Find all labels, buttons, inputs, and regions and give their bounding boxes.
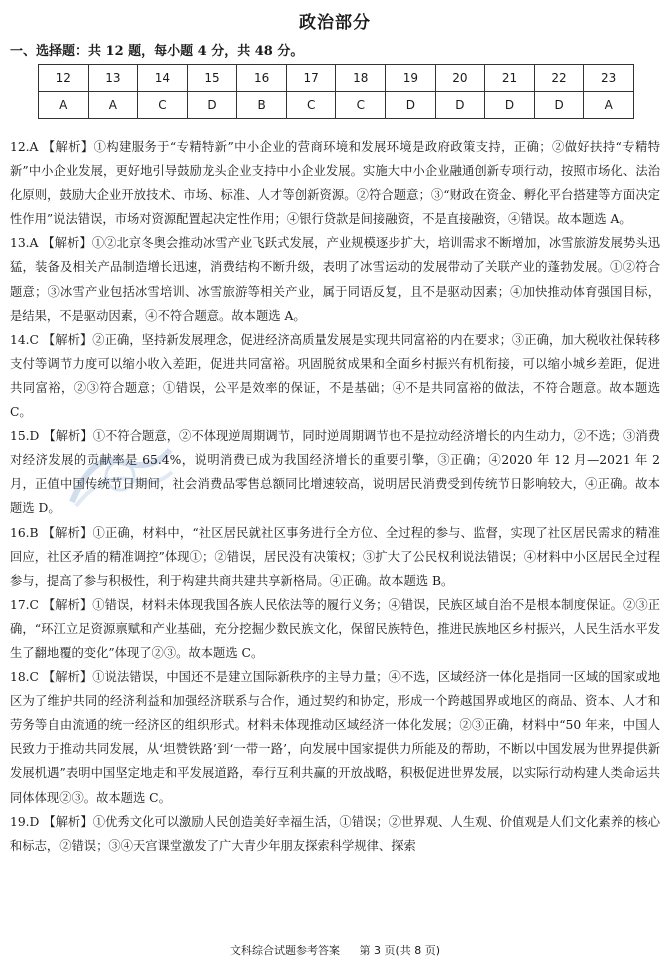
answer-cell: A — [88, 92, 138, 119]
question-number-cell: 14 — [138, 65, 188, 92]
footer-doc-title: 文科综合试题参考答案 — [229, 944, 340, 957]
question-17: 17.C 【解析】①错误，材料未体现我国各族人民依法等的履行义务；④错误，民族区域自治不是根本制度保证。②③正确，“环江立足资源禀赋和产业基础，充分挖掘少数民族文化，保留民族特色，推进民族地区乡村振兴，人民生活水平发生了翻地覆的变化”体现了②③。故本题选 C。 — [10, 597, 660, 660]
answer-cell: B — [237, 92, 287, 119]
answer-cell: D — [534, 92, 584, 119]
question-number-cell: 16 — [237, 65, 287, 92]
page-title: 政治部分 — [299, 13, 371, 33]
question-number-cell: 17 — [286, 65, 336, 92]
question-number-cell: 20 — [435, 65, 485, 92]
answer-cell: D — [485, 92, 535, 119]
answer-cell: C — [336, 92, 386, 119]
question-number-cell: 22 — [534, 65, 584, 92]
page-footer — [0, 942, 670, 958]
question-number-cell: 19 — [386, 65, 436, 92]
answer-table — [38, 64, 634, 119]
question-number-cell: 13 — [88, 65, 138, 92]
section-heading: 一、选择题：共 12 题，每小题 4 分，共 48 分。 — [10, 44, 304, 59]
question-16: 16.B 【解析】①正确，材料中，“社区居民就社区事务进行全方位、全过程的参与、监督，实现了社区居民需求的精准回应，社区矛盾的精准调控”体现①；②错误，居民没有决策权；③扩大了公民权利说法错误；④材料中小区居民全过程参与，提高了参与积极性，利于构建共商共建共享新格局。④正确。故本题选 B。 — [10, 525, 660, 588]
answer-number-row — [39, 65, 634, 92]
question-13: 13.A 【解析】①②北京冬奥会推动冰雪产业飞跃式发展，产业规模逐步扩大，培训需求不断增加，冰雪旅游发展势头迅猛，装备及相关产品制造增长迅速，消费结构不断升级，表明了冰雪运动的发展带动了关联产业的蓬勃发展。①②符合题意；③冰雪产业包括冰雪培训、冰雪旅游等相关产业，属于同语反复，且不是驱动因素；④加快推动体育强国目标，是结果，不是驱动因素，④不符合题意。故本题选 A。 — [10, 236, 660, 323]
answer-cell: A — [39, 92, 89, 119]
answer-cell: C — [138, 92, 188, 119]
footer-page-number: 第 3 页(共 8 页) — [359, 944, 441, 957]
question-number-cell: 15 — [187, 65, 237, 92]
answer-cell: D — [187, 92, 237, 119]
question-19: 19.D 【解析】①优秀文化可以激励人民创造美好幸福生活，①错误；②世界观、人生观、价值观是人们文化素养的核心和标志，②错误；③④天宫课堂激发了广大青少年朋友探索科学规律、探索 — [10, 814, 660, 853]
answer-cell: D — [386, 92, 436, 119]
answer-cell: D — [435, 92, 485, 119]
question-number-cell: 18 — [336, 65, 386, 92]
question-list — [10, 135, 660, 858]
answer-letter-row — [39, 92, 634, 119]
answer-cell: A — [584, 92, 634, 119]
question-12: 12.A 【解析】①构建服务于“专精特新”中小企业的营商环境和发展环境是政府政策支持，正确；②做好扶持“专精特新”中小企业发展，更好地引导鼓励龙头企业支持中小企业发展。实施大中小企业融通创新专项行动，按照市场化、法治化原则，鼓励大企业开放技术、市场、标准、人才等创新资源。②符合题意；③“财政在资金、孵化平台搭建等方面决定性作用”说法错误，市场对资源配置起决定性作用；④银行贷款是间接融资，不是直接融资，④错误。故本题选 A。 — [10, 140, 660, 227]
question-15: 15.D 【解析】①不符合题意，②不体现逆周期调节，同时逆周期调节也不是拉动经济增长的内生动力，②不选；③消费对经济发展的贡献率是 65.4%，说明消费已成为我国经济增长的重要引擎，③正确；④2020 年 12 月—2021 年 2 月，正值中国传统节日期间，社会消费品零售总额同比增速较高，说明居民消费受到传统节日影响较大，④正确。故本题选 D。 — [10, 429, 660, 516]
question-18: 18.C 【解析】①说法错误，中国还不是建立国际新秩序的主导力量；④不选，区域经济一体化是指同一区域的国家或地区为了维护共同的经济利益和加强经济联系与合作，通过契约和协定，形成一个跨越国界或地区的商品、资本、人才和劳务等自由流通的统一经济区的组织形式。材料未体现推动区域经济一体化发展；②③正确，材料中“50 年来，中国人民致力于推动共同发展，从‘坦赞铁路’到‘一带一路’，向发展中国家提供力所能及的帮助，不断以中国发展为世界提供新发展机遇”表明中国坚定地走和平发展道路，奉行互利共赢的开放战略，积极促进世界发展，以实际行动构建人类命运共同体体现②③。故本题选 C。 — [10, 670, 660, 805]
question-number-cell: 12 — [39, 65, 89, 92]
question-number-cell: 21 — [485, 65, 535, 92]
question-14: 14.C 【解析】②正确，坚持新发展理念，促进经济高质量发展是实现共同富裕的内在要求；③正确，加大税收社保转移支付等调节力度可以缩小收入差距，促进共同富裕。巩固脱贫成果和全面乡村振兴有机衔接，可以缩小城乡差距，促进共同富裕，②③符合题意；①错误，公平是效率的保证，不是基础；④不是共同富裕的做法，不符合题意。故本题选 C。 — [10, 332, 660, 420]
question-number-cell: 23 — [584, 65, 634, 92]
answer-cell: C — [286, 92, 336, 119]
